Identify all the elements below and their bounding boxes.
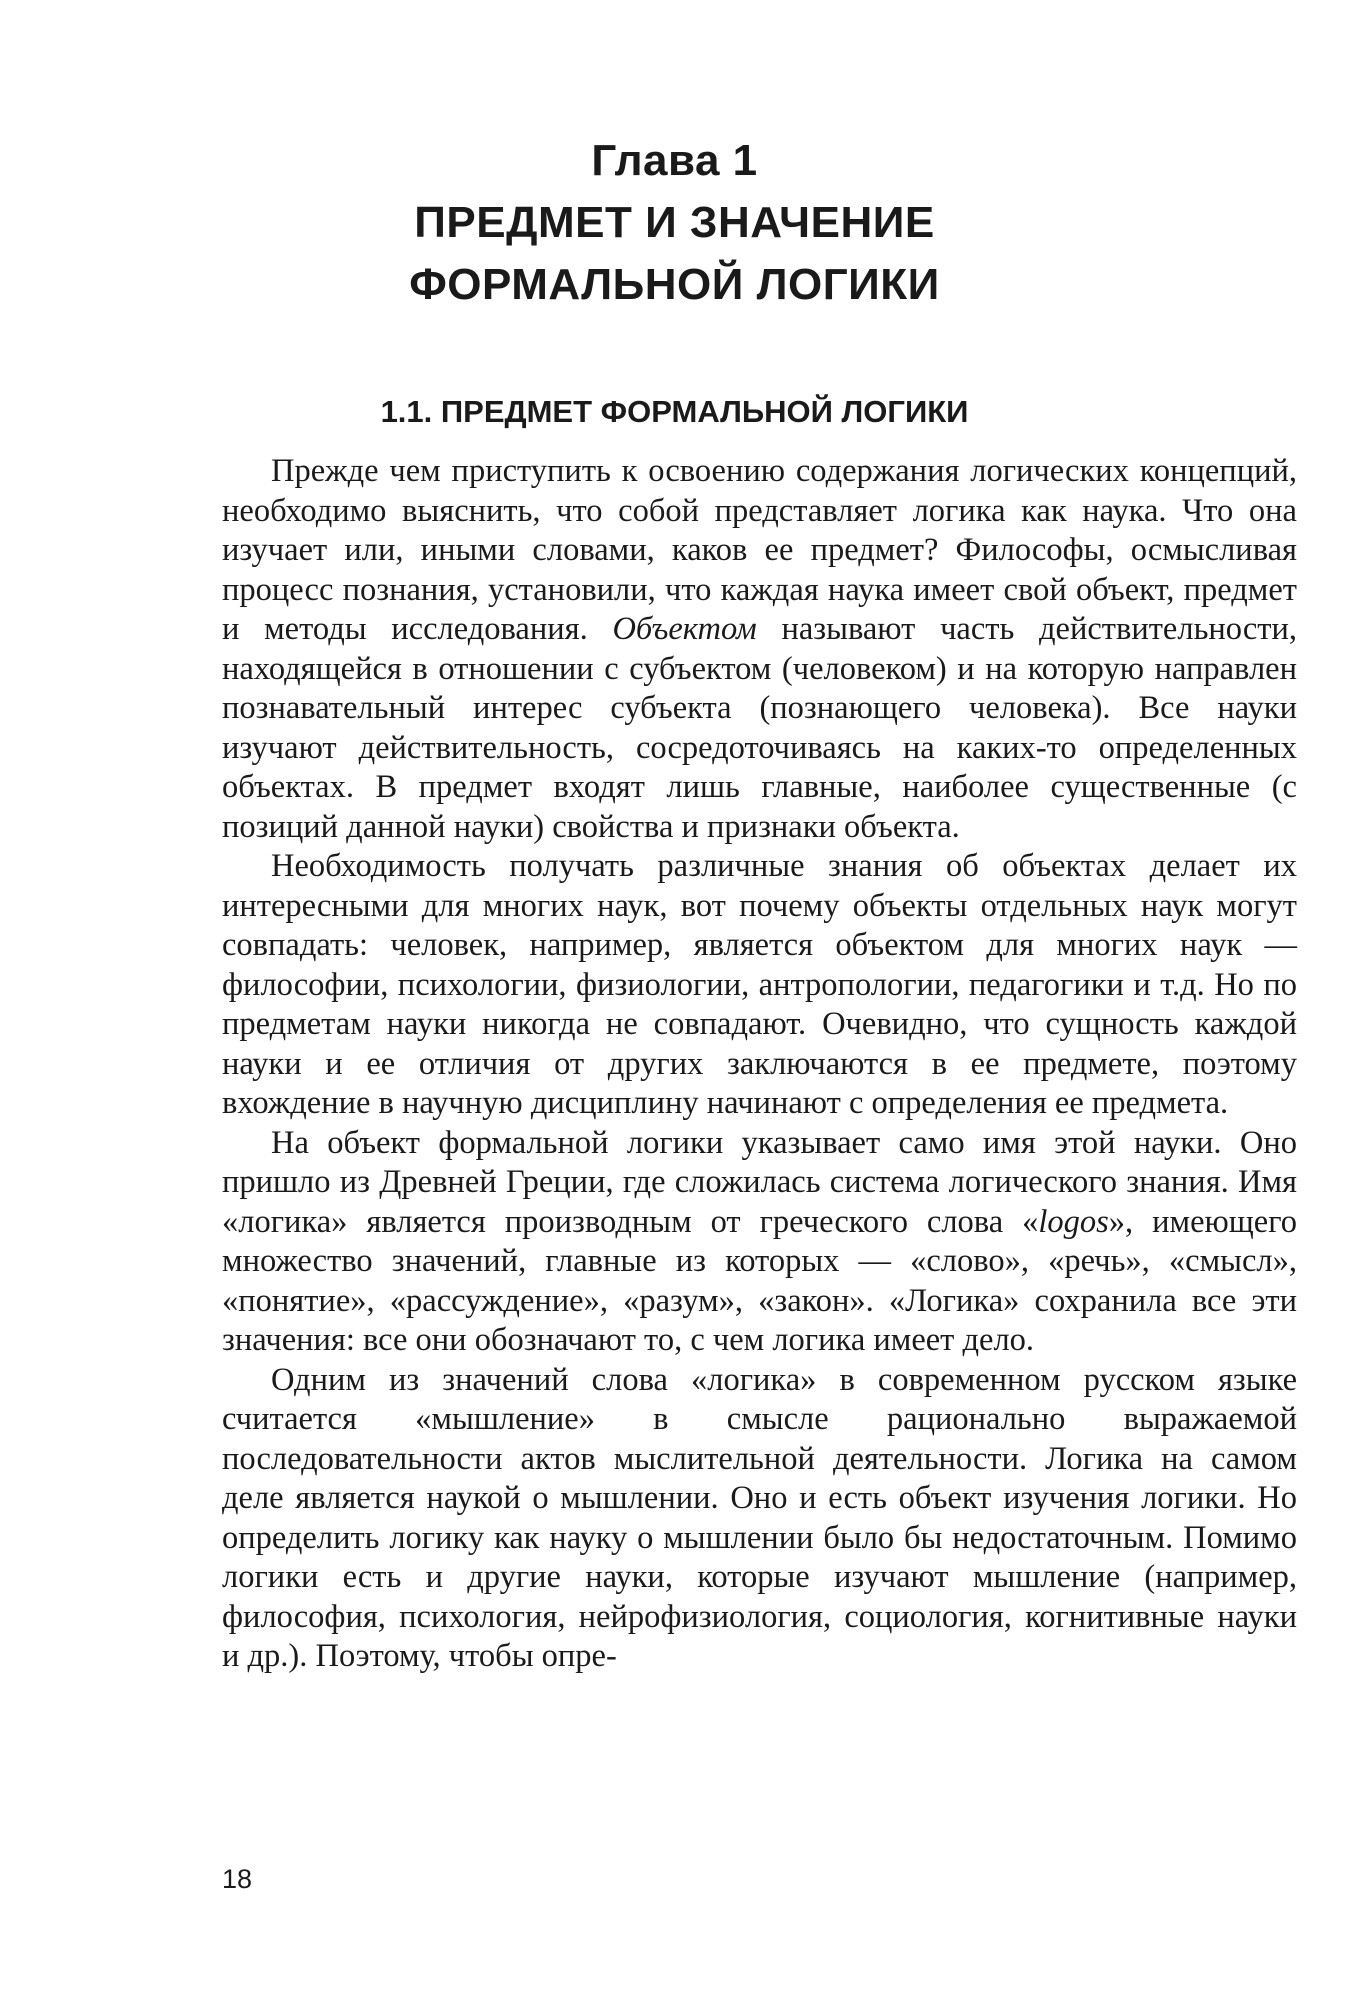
section-title: 1.1. ПРЕДМЕТ ФОРМАЛЬНОЙ ЛОГИКИ [380, 394, 969, 429]
chapter-heading [0, 130, 1349, 316]
chapter-title-line-1: ПРЕДМЕТ И ЗНАЧЕНИЕ [414, 198, 935, 247]
term-logos: logos [1038, 1203, 1109, 1240]
chapter-label: Глава 1 [591, 136, 758, 185]
paragraph-2: Необходимость получать различные знания об объектах делает их интересными для многих наук, вот почему объекты отдельных наук могут совпадать: человек, например, является объектом для многих наук — философии, психологии, физиологии, антропологии, педагогики и т.д. Но по предметам науки никогда не совпадают. Очевидно, что сущность каждой науки и ее отличия от других заключаются в ее предмете, поэтому вхождение в научную дисциплину начинают с определения ее предмета. [222, 848, 1297, 1121]
paragraph-1 [222, 452, 1297, 847]
page-number: 18 [222, 1864, 253, 1894]
term-object: Объектом [612, 611, 757, 647]
paragraph-1-text-a: Прежде чем приступить к освоению содержания логических концепций, необходимо выяснить, что собой представляет логика как наука. Что она изучает или, иными словами, каков ее предмет? Философы, осмысливая процесс познания, установили, что каждая наука имеет свой объект, предмет и методы исследования. [222, 453, 1297, 647]
paragraph-3-text-b: », имеющего множество значений, главные из которых — «слово», «речь», «смысл», «понятие», «рассуждение», «разум», «закон». «Логика» сохранила все эти значения: все они обозначают то, с чем логика имеет дело. [222, 1203, 1297, 1358]
body-text [222, 452, 1297, 1677]
chapter-title-line-2: ФОРМАЛЬНОЙ ЛОГИКИ [409, 260, 940, 309]
paragraph-3-text-a: На объект формальной логики указывает само имя этой науки. Оно пришло из Древней Греции, где сложилась система логического знания. Имя «логика» является производным от греческого слова « [222, 1124, 1297, 1240]
paragraph-3 [222, 1124, 1297, 1361]
paragraph-1-text-b: называют часть действительности, находящейся в отношении с субъектом (человеком) и на которую направлен познавательный интерес субъекта (познающего человека). Все науки изучают действительность, сосредоточиваясь на каких-то определенных объектах. В предмет входят лишь главные, наиболее существенные (с позиций данной науки) свойства и признаки объекта. [222, 611, 1297, 845]
paragraph-4: Одним из значений слова «логика» в современном русском языке считается «мышление» в смысле рационально выражаемой последовательности актов мыслительной деятельности. Логика на самом деле является наукой о мышлении. Оно и есть объект изучения логики. Но определить логику как науку о мышлении было бы недостаточным. Помимо логики есть и другие науки, которые изучают мышление (например, философия, психология, нейрофизиология, социология, когнитивные науки и др.). Поэтому, чтобы опре- [222, 1361, 1297, 1674]
